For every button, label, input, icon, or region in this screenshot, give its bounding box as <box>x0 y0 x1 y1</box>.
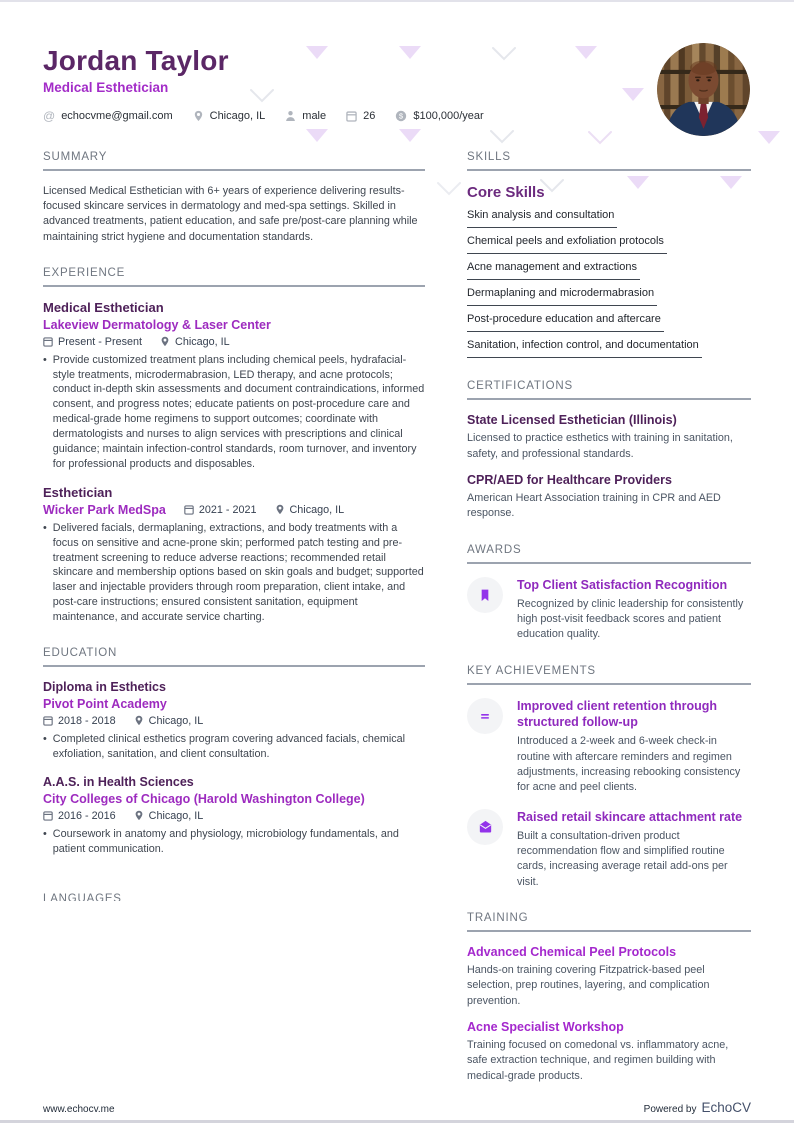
location-pin-icon <box>134 810 144 821</box>
person-icon <box>285 110 296 122</box>
school-name: Pivot Point Academy <box>43 696 167 711</box>
resume-header <box>0 0 794 123</box>
training-title: Acne Specialist Workshop <box>467 1020 624 1035</box>
job-dates: 2021 - 2021 <box>184 504 257 516</box>
deco-chevron <box>540 179 564 193</box>
achievement-title: Improved client retention through structured follow-up <box>517 698 718 729</box>
education-location: Chicago, IL <box>134 715 204 727</box>
education-meta <box>43 810 425 822</box>
job-meta <box>43 336 425 348</box>
job-company: Wicker Park MedSpa <box>43 502 166 517</box>
experience-entry <box>43 300 425 472</box>
deco-triangle <box>758 131 780 144</box>
skill-item: Acne management and extractions <box>467 261 640 280</box>
equals-icon <box>467 698 503 734</box>
contact-gender <box>285 110 326 122</box>
certification-item <box>467 473 751 522</box>
job-meta <box>43 503 425 517</box>
certifications-heading: CERTIFICATIONS <box>467 380 751 400</box>
certification-title: CPR/AED for Healthcare Providers <box>467 472 672 487</box>
contact-location-text: Chicago, IL <box>209 110 266 123</box>
award-desc: Recognized by clinic leadership for consistently high post-visit feedback scores and patient education quality. <box>517 597 744 641</box>
achievement-item <box>467 698 751 796</box>
bookmark-icon <box>467 577 503 613</box>
page-footer <box>43 1100 751 1115</box>
candidate-name: Jordan Taylor <box>43 45 229 76</box>
experience-entry <box>43 485 425 625</box>
job-dates: Present - Present <box>43 336 142 348</box>
calendar-icon <box>184 504 194 515</box>
school-name: City Colleges of Chicago (Harold Washington College) <box>43 791 365 806</box>
achievement-title: Raised retail skincare attachment rate <box>517 809 743 824</box>
powered-by-prefix: Powered by <box>643 1104 697 1115</box>
candidate-title: Medical Esthetician <box>43 80 169 96</box>
skill-item: Sanitation, infection control, and documentation <box>467 339 702 358</box>
achievement-desc: Introduced a 2-week and 6-week check-in routine with aftercare reminders and regimen adjustments, increasing rebooking consistency for acne and peel clients. <box>517 735 741 794</box>
job-location: Chicago, IL <box>275 504 345 516</box>
training-heading: TRAINING <box>467 912 751 932</box>
education-bullet: • Coursework in anatomy and physiology, microbiology fundamentals, and patient communication. <box>43 827 399 855</box>
deco-triangle <box>720 176 742 189</box>
location-pin-icon <box>275 504 285 515</box>
contact-age <box>346 110 375 122</box>
job-company: Lakeview Dermatology & Laser Center <box>43 317 271 332</box>
education-dates: 2018 - 2018 <box>43 715 116 727</box>
achievement-desc: Built a consultation-driven product recommendation flow and simplified routine cards, increasing average retail add-ons per visit. <box>517 829 728 888</box>
deco-chevron <box>490 130 514 144</box>
deco-triangle <box>399 129 421 142</box>
education-heading: EDUCATION <box>43 647 425 667</box>
summary-text: Licensed Medical Esthetician with 6+ years of experience delivering results-focused skincare services in dermatology and med-spa settings. Skilled in advanced treatments, patient education, and safe pre/post-care planning while maintaining strict hygiene and documentation standards. <box>43 185 418 243</box>
skills-heading: SKILLS <box>467 151 751 171</box>
education-entry <box>43 775 425 857</box>
section-languages <box>43 893 425 901</box>
deco-chevron <box>437 182 461 196</box>
education-location: Chicago, IL <box>134 810 204 822</box>
svg-text:$: $ <box>399 111 404 121</box>
section-achievements <box>467 665 751 890</box>
experience-heading: EXPERIENCE <box>43 267 425 287</box>
calendar-icon <box>43 810 53 821</box>
contact-location <box>193 110 266 122</box>
training-desc: Hands-on training covering Fitzpatrick-based peel selection, prep routines, layering, and complication prevention. <box>467 964 710 1007</box>
certification-desc: Licensed to practice esthetics with training in sanitation, safety, and professional standards. <box>467 432 733 460</box>
section-skills <box>467 151 751 358</box>
footer-site-link[interactable]: www.echocv.me <box>43 1104 115 1115</box>
powered-by <box>644 1100 751 1115</box>
training-desc: Training focused on comedonal vs. inflammatory acne, safe extraction technique, and regimen building with medical-grade products. <box>467 1039 729 1082</box>
training-item <box>467 1020 751 1084</box>
envelope-icon <box>467 809 503 845</box>
job-bullet: • Delivered facials, dermaplaning, extractions, and body treatments with a focus on sensitive and acne-prone skin; performed patch testing and pre-treatment screening to reduce adverse reactions; recommended retail skincare and membership options based on skin goals and budget; supported laser and injectable providers through room preparation, client intake, and post-care instructions; ensured consistent sanitation, equipment maintenance, and accurate service charting. <box>43 521 424 624</box>
skill-item: Chemical peels and exfoliation protocols <box>467 235 667 254</box>
section-training <box>467 912 751 1084</box>
job-bullet: • Provide customized treatment plans including chemical peels, hydrafacial-style treatments, microdermabrasion, LED therapy, and acne protocols; conduct in-depth skin assessments and document contraindications, informed consent, and progress notes; educate patients on post-procedure care and medical-grade home regimens to support outcomes; coordinate with dermatologists and nurses to align services with prescriptions and clinical guidance; maintain infection-control standards, room turnover, and inventory for professional products and disposables. <box>43 353 425 470</box>
job-title: Medical Esthetician <box>43 299 164 315</box>
brand-link[interactable]: EchoCV <box>701 1100 751 1115</box>
section-awards <box>467 544 751 643</box>
skills-group-title: Core Skills <box>467 184 545 202</box>
training-title: Advanced Chemical Peel Protocols <box>467 945 677 960</box>
deco-triangle <box>627 176 649 189</box>
certification-item <box>467 413 751 462</box>
languages-heading: LANGUAGES <box>43 893 425 901</box>
salary-icon <box>395 110 407 122</box>
job-location: Chicago, IL <box>160 336 230 348</box>
contact-email-text: echocvme@gmail.com <box>61 110 173 123</box>
left-column <box>43 151 425 901</box>
achievement-item <box>467 809 751 891</box>
right-column <box>467 151 751 1106</box>
contact-row <box>43 109 751 123</box>
calendar-icon <box>43 715 53 726</box>
skill-item: Dermaplaning and microdermabrasion <box>467 287 657 306</box>
contact-age-text: 26 <box>363 110 376 123</box>
section-certifications <box>467 380 751 521</box>
job-title: Esthetician <box>43 484 113 500</box>
education-dates: 2016 - 2016 <box>43 810 116 822</box>
awards-heading: AWARDS <box>467 544 751 564</box>
education-entry <box>43 680 425 762</box>
degree-title: A.A.S. in Health Sciences <box>43 774 194 789</box>
columns <box>0 151 794 1106</box>
award-title: Top Client Satisfaction Recognition <box>517 577 728 592</box>
award-item <box>467 577 751 643</box>
contact-salary-text: $100,000/year <box>413 110 484 123</box>
skill-item: Post-procedure education and aftercare <box>467 313 664 332</box>
calendar-icon <box>43 336 53 347</box>
education-bullet: • Completed clinical esthetics program covering advanced facials, chemical exfoliation, sanitation, and client consultation. <box>43 732 406 760</box>
profile-photo <box>657 43 750 136</box>
calendar-icon <box>346 110 357 122</box>
location-pin-icon <box>134 715 144 726</box>
deco-chevron <box>588 131 612 145</box>
certification-desc: American Heart Association training in CPR and AED response. <box>467 491 721 520</box>
deco-triangle <box>306 129 328 142</box>
section-experience <box>43 267 425 625</box>
contact-email <box>43 109 173 123</box>
contact-salary <box>395 110 483 122</box>
skill-item: Skin analysis and consultation <box>467 209 617 228</box>
location-pin-icon <box>160 336 170 347</box>
degree-title: Diploma in Esthetics <box>43 679 166 694</box>
contact-gender-text: male <box>302 110 327 123</box>
education-meta <box>43 715 425 727</box>
training-item <box>467 945 751 1009</box>
at-icon: @ <box>43 109 56 124</box>
location-pin-icon <box>193 110 204 122</box>
section-summary <box>43 151 425 244</box>
certification-title: State Licensed Esthetician (Illinois) <box>467 413 677 428</box>
summary-heading: SUMMARY <box>43 151 425 171</box>
section-education <box>43 647 425 857</box>
achievements-heading: KEY ACHIEVEMENTS <box>467 665 751 685</box>
